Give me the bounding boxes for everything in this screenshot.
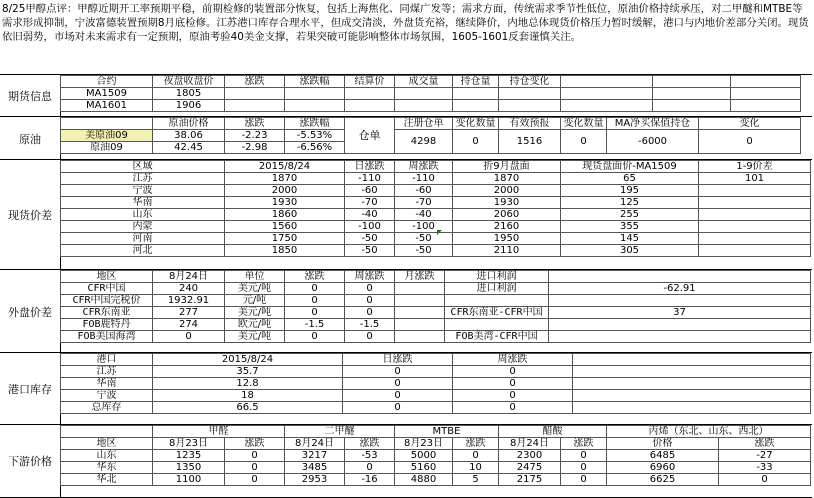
crude-header: 涨跌幅	[285, 118, 345, 130]
table-row: 山东 1860 -40 -40 2060 255	[61, 209, 811, 221]
warrant-value: 0	[561, 130, 607, 154]
warrant-value: 4298	[395, 130, 453, 154]
table-row: 宁波 18 0 0	[61, 390, 811, 402]
crude-name: 原油09	[61, 142, 153, 154]
spot-header: 2015/8/24	[225, 161, 345, 173]
futures-header: 夜盘收盘价	[153, 76, 225, 88]
group-header: MTBE	[395, 426, 499, 438]
downstream-table	[60, 425, 811, 486]
table-row: 江苏 1870 -110 -110 1870 65 101	[61, 173, 811, 185]
spot-header: 折9月盘面	[453, 161, 561, 173]
table-row: FOB美国海湾 0 美元/吨 0 0 FOB美湾-CFR中国	[61, 331, 811, 343]
section-external	[0, 269, 812, 353]
table-row: CFR东南亚 277 美元/吨 0 0 CFR东南亚-CFR中国 37	[61, 307, 811, 319]
price-cell: 1906	[153, 100, 225, 112]
table-row: 山东 1235 0 3217 -53 5000 0 2300 0 6485 -27	[61, 450, 811, 462]
crude-table	[60, 117, 801, 154]
crude-change: -2.98	[225, 142, 285, 154]
table-row: CFR中国 240 美元/吨 0 0 进口利润 -62.91	[61, 283, 811, 295]
crude-header-row	[61, 118, 801, 130]
region-cell: 河北	[61, 245, 225, 257]
table-row: 华东 1350 0 3485 0 5160 10 2475 0 6960 -33	[61, 462, 811, 474]
section-downstream	[0, 424, 812, 498]
warrant-header: 变化数量	[453, 118, 499, 130]
crude-name: 美原油09	[61, 130, 153, 142]
section-label-downstream: 下游价格	[0, 425, 61, 497]
warrant-header: 有效预报	[499, 118, 561, 130]
spot-header: 周涨跌	[395, 161, 453, 173]
crude-price: 38.06	[153, 130, 225, 142]
spot-header: 现货盘面价-MA1509	[561, 161, 699, 173]
table-row: 河南 1750 -50 -50 1950 145	[61, 233, 811, 245]
port-table	[60, 353, 811, 414]
warrant-value: 0	[453, 130, 499, 154]
table-row: 华南 1930 -70 -70 1930 125	[61, 197, 811, 209]
group-header: 醋酸	[499, 426, 607, 438]
futures-header-row	[61, 76, 801, 88]
warrant-header: 注册仓单	[395, 118, 453, 130]
table-row: 江苏 35.7 0 0	[61, 366, 811, 378]
commentary-note: 8/25甲醇点评：甲醇近期开工率预期平稳，前期检修的装置部分恢复，包括上海焦化、同煤广发等；需求方面，传统需求季节性低位，原油价格持续承压，对二甲醚和MTBE等需求形成抑制，宁波富德装置预期8月底检修。江苏港口库存合理水平，但成交清淡，外盘货充裕，继续降价，内地总体现货价格压力暂时缓解，港口与内地价差部分关闭。现货依旧弱势，市场对未来需求有一定预期，原油考验40美金支撑，若果突破可能影响整体市场氛围，1605-1601反套谨慎关注。	[2, 3, 809, 43]
contract-cell: MA1601	[61, 100, 153, 112]
warrant-value: -6000	[607, 130, 699, 154]
section-label-spot: 现货价差	[0, 160, 61, 270]
table-row: FOB鹿特丹 274 欧元/吨 -1.5 -1.5	[61, 319, 811, 331]
warrant-header: MA净买保值持仓	[607, 118, 699, 130]
crude-change: -2.23	[225, 130, 285, 142]
region-cell: 山东	[61, 209, 225, 221]
futures-header: 成交量	[395, 76, 453, 88]
warrant-header: 变化	[699, 118, 801, 130]
price-cell: 1805	[153, 88, 225, 100]
port-header-row: 港口 2015/8/24 日涨跌 周涨跌	[61, 354, 811, 366]
section-port	[0, 352, 812, 425]
table-row	[61, 130, 801, 142]
table-row: 宁波 2000 -60 -60 2000 195	[61, 185, 811, 197]
external-table	[60, 270, 811, 343]
crude-price: 42.45	[153, 142, 225, 154]
section-futures	[0, 74, 812, 117]
region-cell: 华南	[61, 197, 225, 209]
futures-table	[60, 75, 801, 112]
warrant-label: 仓单	[345, 118, 395, 154]
spot-header: 日涨跌	[345, 161, 395, 173]
table-row: 华北 1100 0 2953 -16 4880 5 2175 0 6625 0	[61, 474, 811, 486]
crude-pct: -6.56%	[285, 142, 345, 154]
warrant-header: 变化数量	[561, 118, 607, 130]
futures-header: 涨跌	[225, 76, 285, 88]
downstream-header-row: 地区 8月23日 涨跌 8月24日 涨跌 8月23日 涨跌 8月24日 涨跌 价格 涨跌	[61, 438, 811, 450]
table-row: 总库存 66.5 0 0	[61, 402, 811, 414]
region-cell: 河南	[61, 233, 225, 245]
region-cell: 宁波	[61, 185, 225, 197]
external-header-row: 地区 8月24日 单位 涨跌 周涨跌 月涨跌 进口利润	[61, 271, 811, 283]
region-cell: 内蒙	[61, 221, 225, 233]
group-header: 二甲醚	[285, 426, 395, 438]
cell-comment-marker-icon	[437, 230, 442, 235]
futures-header: 涨跌幅	[285, 76, 345, 88]
section-crude	[0, 116, 812, 160]
contract-cell: MA1509	[61, 88, 153, 100]
spot-table	[60, 160, 811, 257]
group-header: 丙烯（东北、山东、西北）	[607, 426, 811, 438]
region-cell: 江苏	[61, 173, 225, 185]
futures-header: 持仓变化	[499, 76, 561, 88]
section-spot	[0, 159, 812, 270]
table-row	[61, 88, 801, 100]
section-label-external: 外盘价差	[0, 270, 61, 353]
table-row	[61, 100, 801, 112]
futures-header: 结算价	[345, 76, 395, 88]
crude-header: 涨跌	[225, 118, 285, 130]
section-label-futures: 期货信息	[0, 75, 61, 117]
table-row: 华南 12.8 0 0	[61, 378, 811, 390]
futures-header: 合约	[61, 76, 153, 88]
futures-header: 持仓量	[453, 76, 499, 88]
table-row: 河北 1850 -50 -50 2110 305	[61, 245, 811, 257]
downstream-group-row	[61, 426, 811, 438]
warrant-value: 1516	[499, 130, 561, 154]
section-label-port: 港口库存	[0, 353, 61, 425]
crude-pct: -5.53%	[285, 130, 345, 142]
group-header: 甲醛	[153, 426, 285, 438]
spot-header-row	[61, 161, 811, 173]
crude-header: 原油价格	[153, 118, 225, 130]
warrant-value: 0	[699, 130, 801, 154]
section-label-crude: 原油	[0, 117, 61, 160]
spot-header: 区域	[61, 161, 225, 173]
spot-header: 1-9价差	[699, 161, 811, 173]
table-row: 内蒙 1560 -100 -100 2160 355	[61, 221, 811, 233]
table-row: CFR中国完税价 1932.91 元/吨 0 0	[61, 295, 811, 307]
